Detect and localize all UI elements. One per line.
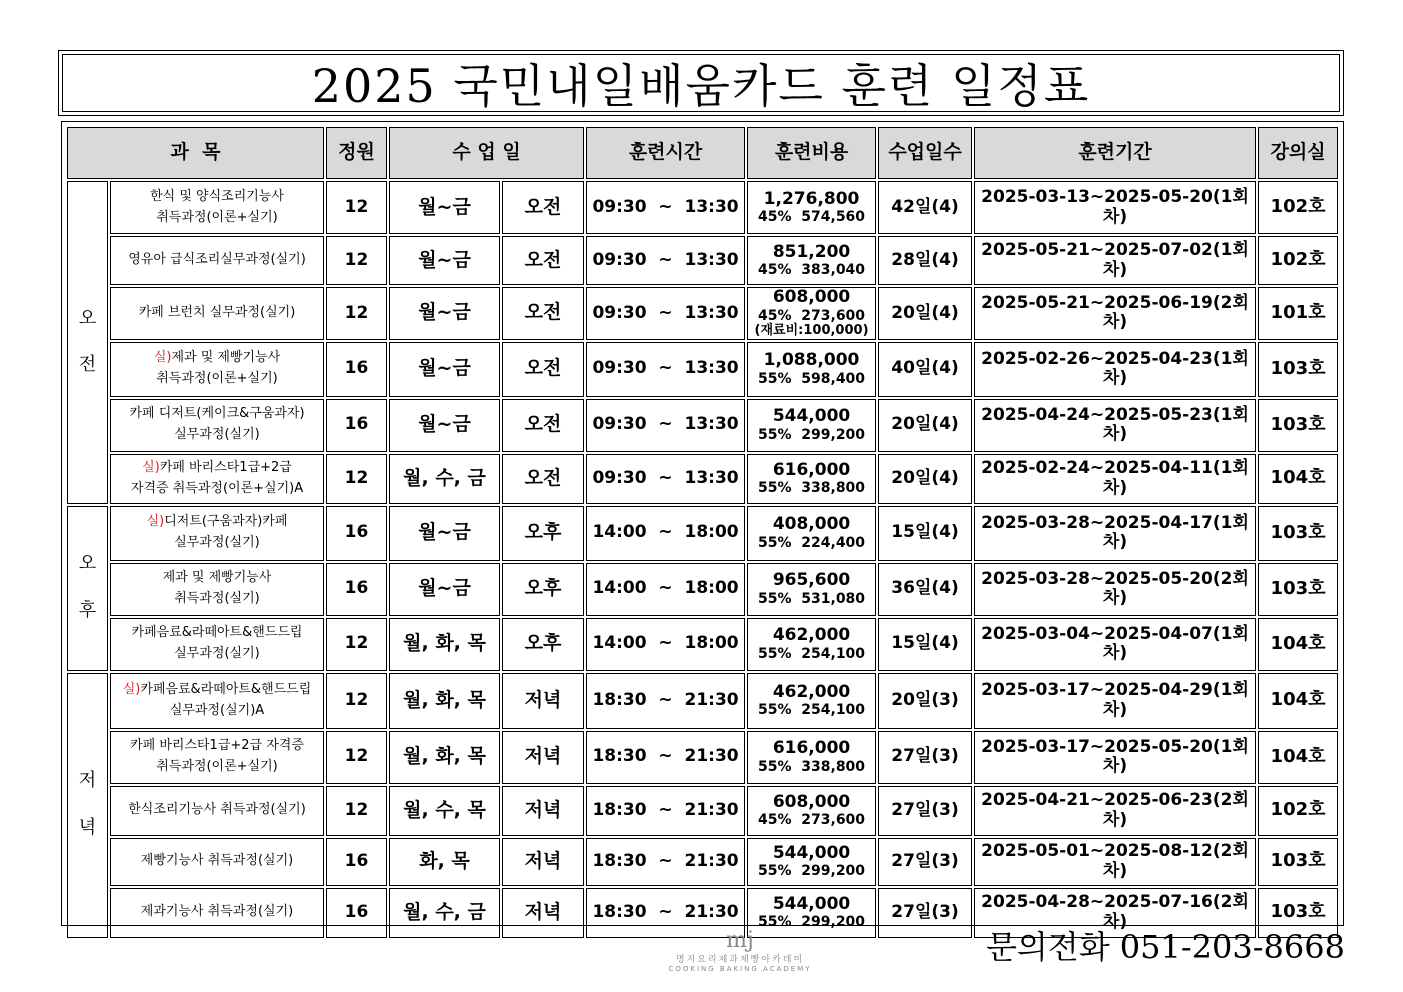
subject-line1 [111, 458, 323, 479]
subject-line1 [111, 680, 323, 701]
fee-cell [747, 342, 876, 397]
time-cell: 09:30 ~ 13:30 [586, 181, 745, 234]
class-day-cell: 월, 수, 금 [389, 454, 500, 504]
capacity-cell: 12 [326, 181, 387, 234]
period-cell: 2025-04-28~2025-07-16(2회차) [974, 888, 1256, 938]
subject-cell [110, 506, 324, 561]
room-cell: 103호 [1258, 506, 1338, 561]
class-day-cell: 월, 화, 목 [389, 731, 500, 784]
table-row [67, 618, 1338, 671]
time-slot-cell: 오전 [502, 342, 584, 397]
fee-amount: 616,000 [772, 459, 851, 480]
session-afternoon [67, 506, 108, 671]
time-cell: 09:30 ~ 13:30 [586, 399, 745, 452]
fee-amount: 544,000 [772, 893, 851, 914]
subject-title: 카페음료&라떼아트&핸드드립 [140, 681, 312, 697]
time-slot-cell: 오후 [502, 563, 584, 616]
room-cell: 101호 [1258, 287, 1338, 340]
contact-phone: 문의전화 051-203-8668 [985, 928, 1345, 966]
period-cell: 2025-03-04~2025-04-07(1회차) [974, 618, 1256, 671]
class-days-cell: 15일(4) [878, 618, 972, 671]
logo-subtitle: COOKING BAKING ACADEMY [668, 965, 812, 973]
header-period: 훈련기간 [974, 127, 1256, 179]
period-cell: 2025-05-21~2025-07-02(1회차) [974, 236, 1256, 285]
fee-cell [747, 731, 876, 784]
subject-line1 [111, 303, 323, 324]
class-day-cell: 월, 수, 목 [389, 786, 500, 836]
class-days-cell: 36일(4) [878, 563, 972, 616]
header-class-day: 수 업 일 [389, 127, 584, 179]
time-cell: 09:30 ~ 13:30 [586, 236, 745, 285]
fee-cell [747, 618, 876, 671]
session-char: 후 [78, 600, 97, 622]
subject-cell [110, 786, 324, 836]
time-slot-cell: 오전 [502, 454, 584, 504]
capacity-cell: 12 [326, 236, 387, 285]
fee-amount: 462,000 [772, 681, 851, 702]
subject-cell [110, 731, 324, 784]
time-slot-cell: 오전 [502, 287, 584, 340]
capacity-cell: 16 [326, 506, 387, 561]
fee-subsidy: 45% 383,040 [758, 262, 866, 279]
class-day-cell: 화, 목 [389, 838, 500, 886]
time-cell: 18:30 ~ 21:30 [586, 838, 745, 886]
fee-subsidy: 55% 299,200 [758, 426, 866, 443]
fee-cell [747, 454, 876, 504]
room-cell: 104호 [1258, 731, 1338, 784]
subject-line1 [111, 512, 323, 533]
fee-amount: 965,600 [772, 570, 851, 591]
class-day-cell: 월~금 [389, 563, 500, 616]
fee-subsidy: 55% 338,800 [758, 480, 866, 497]
time-cell: 09:30 ~ 13:30 [586, 287, 745, 340]
time-slot-cell: 오전 [502, 236, 584, 285]
subject-line2: 취득과정(이론+실기) [156, 209, 278, 225]
fee-material-note: (재료비:100,000) [754, 322, 869, 338]
capacity-cell: 12 [326, 454, 387, 504]
practical-prefix: 실) [153, 350, 172, 366]
header-time: 훈련시간 [586, 127, 745, 179]
fee-cell [747, 236, 876, 285]
class-day-cell: 월~금 [389, 181, 500, 234]
fee-amount: 408,000 [772, 514, 851, 535]
subject-cell [110, 399, 324, 452]
subject-title: 카페 디저트(케이크&구움과자) [129, 406, 305, 422]
fee-subsidy: 55% 254,100 [758, 702, 866, 719]
subject-title: 디저트(구움과자)카페 [164, 514, 288, 530]
subject-line1 [111, 800, 323, 821]
subject-line1 [111, 250, 323, 271]
subject-line1 [111, 568, 323, 589]
logo-mark: mj [726, 928, 754, 953]
schedule-table [65, 125, 1340, 940]
subject-line1 [111, 623, 323, 644]
subject-line1 [111, 187, 323, 208]
session-char: 오 [78, 307, 97, 329]
logo-name: 명지요리제과제빵아카데미 [675, 955, 805, 965]
fee-cell [747, 399, 876, 452]
period-cell: 2025-03-17~2025-05-20(1회차) [974, 731, 1256, 784]
subject-cell [110, 888, 324, 938]
table-row [67, 454, 1338, 504]
session-morning [67, 181, 108, 504]
time-slot-cell: 오후 [502, 618, 584, 671]
fee-cell [747, 563, 876, 616]
period-cell: 2025-04-24~2025-05-23(1회차) [974, 399, 1256, 452]
practical-prefix: 실) [146, 514, 165, 530]
subject-title: 제과기능사 취득과정(실기) [140, 904, 294, 920]
subject-title: 카페 브런치 실무과정(실기) [138, 304, 296, 320]
period-cell: 2025-03-28~2025-04-17(1회차) [974, 506, 1256, 561]
fee-amount: 1,276,800 [763, 188, 860, 209]
class-day-cell: 월, 화, 목 [389, 618, 500, 671]
period-cell: 2025-03-13~2025-05-20(1회차) [974, 181, 1256, 234]
schedule-table-frame [61, 121, 1344, 932]
capacity-cell: 16 [326, 888, 387, 938]
time-slot-cell: 저녁 [502, 673, 584, 729]
class-day-cell: 월~금 [389, 342, 500, 397]
fee-cell [747, 506, 876, 561]
fee-amount: 544,000 [772, 406, 851, 427]
time-slot-cell: 저녁 [502, 786, 584, 836]
time-cell: 14:00 ~ 18:00 [586, 563, 745, 616]
header-subject: 과 목 [67, 127, 324, 179]
fee-subsidy: 45% 574,560 [758, 209, 866, 226]
class-day-cell: 월~금 [389, 236, 500, 285]
capacity-cell: 12 [326, 731, 387, 784]
header-row [67, 127, 1338, 179]
subject-title: 카페음료&라떼아트&핸드드립 [131, 625, 303, 641]
table-row [67, 236, 1338, 285]
room-cell: 104호 [1258, 673, 1338, 729]
subject-line2: 실무과정(실기)A [169, 702, 265, 718]
room-cell: 103호 [1258, 342, 1338, 397]
fee-subsidy: 55% 299,200 [758, 914, 866, 931]
subject-line1 [111, 851, 323, 872]
fee-amount: 608,000 [772, 791, 851, 812]
period-cell: 2025-02-26~2025-04-23(1회차) [974, 342, 1256, 397]
period-cell: 2025-05-01~2025-08-12(2회차) [974, 838, 1256, 886]
fee-subsidy: 55% 338,800 [758, 758, 866, 775]
capacity-cell: 12 [326, 618, 387, 671]
subject-line2: 실무과정(실기) [174, 535, 260, 551]
capacity-cell: 12 [326, 673, 387, 729]
capacity-cell: 16 [326, 838, 387, 886]
class-days-cell: 40일(4) [878, 342, 972, 397]
time-slot-cell: 저녁 [502, 731, 584, 784]
practical-prefix: 실) [142, 459, 160, 475]
period-cell: 2025-05-21~2025-06-19(2회차) [974, 287, 1256, 340]
subject-cell [110, 563, 324, 616]
class-days-cell: 27일(3) [878, 786, 972, 836]
fee-amount: 462,000 [772, 625, 851, 646]
subject-cell [110, 342, 324, 397]
subject-title: 카페 바리스타1급+2급 [159, 459, 292, 475]
table-row [67, 399, 1338, 452]
room-cell: 103호 [1258, 563, 1338, 616]
header-fee: 훈련비용 [747, 127, 876, 179]
subject-line1 [111, 736, 323, 757]
subject-cell [110, 838, 324, 886]
time-slot-cell: 저녁 [502, 838, 584, 886]
table-row [67, 673, 1338, 729]
subject-title: 제빵기능사 취득과정(실기) [140, 853, 294, 869]
subject-line1 [111, 404, 323, 425]
subject-title: 한식 및 양식조리기능사 [150, 188, 284, 204]
fee-cell [747, 838, 876, 886]
session-char: 녁 [78, 817, 97, 839]
time-cell: 18:30 ~ 21:30 [586, 731, 745, 784]
class-days-cell: 15일(4) [878, 506, 972, 561]
table-row [67, 786, 1338, 836]
class-days-cell: 20일(4) [878, 454, 972, 504]
time-cell: 14:00 ~ 18:00 [586, 506, 745, 561]
subject-line2: 자격증 취득과정(이론+실기)A [130, 480, 304, 496]
class-day-cell: 월~금 [389, 399, 500, 452]
period-cell: 2025-02-24~2025-04-11(1회차) [974, 454, 1256, 504]
time-slot-cell: 오전 [502, 399, 584, 452]
fee-cell [747, 673, 876, 729]
capacity-cell: 12 [326, 287, 387, 340]
capacity-cell: 16 [326, 399, 387, 452]
class-day-cell: 월~금 [389, 506, 500, 561]
subject-cell [110, 673, 324, 729]
table-row [67, 287, 1338, 340]
period-cell: 2025-04-21~2025-06-23(2회차) [974, 786, 1256, 836]
fee-subsidy: 55% 254,100 [758, 645, 866, 662]
room-cell: 103호 [1258, 888, 1338, 938]
header-room: 강의실 [1258, 127, 1338, 179]
subject-title: 한식조리기능사 취득과정(실기) [128, 802, 306, 818]
table-row [67, 563, 1338, 616]
session-evening [67, 673, 108, 938]
period-cell: 2025-03-17~2025-04-29(1회차) [974, 673, 1256, 729]
class-days-cell: 20일(4) [878, 399, 972, 452]
fee-subsidy: 55% 299,200 [758, 863, 866, 880]
room-cell: 102호 [1258, 236, 1338, 285]
page-title: 2025 국민내일배움카드 훈련 일정표 [62, 54, 1340, 112]
subject-line2: 취득과정(이론+실기) [156, 759, 278, 775]
fee-amount: 544,000 [772, 842, 851, 863]
class-days-cell: 42일(4) [878, 181, 972, 234]
time-cell: 18:30 ~ 21:30 [586, 888, 745, 938]
room-cell: 103호 [1258, 838, 1338, 886]
time-slot-cell: 오후 [502, 506, 584, 561]
table-row [67, 181, 1338, 234]
subject-title: 카페 바리스타1급+2급 자격증 [130, 738, 304, 754]
subject-title: 제과 및 제빵기능사 [162, 570, 272, 586]
class-day-cell: 월~금 [389, 287, 500, 340]
session-char: 저 [78, 770, 97, 792]
fee-subsidy: 55% 598,400 [758, 370, 866, 387]
room-cell: 104호 [1258, 454, 1338, 504]
subject-title: 영유아 급식조리실무과정(실기) [128, 252, 306, 268]
fee-cell [747, 181, 876, 234]
table-row [67, 506, 1338, 561]
table-row [67, 342, 1338, 397]
time-cell: 09:30 ~ 13:30 [586, 454, 745, 504]
session-char: 오 [78, 553, 97, 575]
time-slot-cell: 저녁 [502, 888, 584, 938]
subject-cell [110, 236, 324, 285]
capacity-cell: 16 [326, 342, 387, 397]
capacity-cell: 16 [326, 563, 387, 616]
academy-logo [650, 930, 830, 973]
class-day-cell: 월, 화, 목 [389, 673, 500, 729]
fee-amount: 616,000 [772, 738, 851, 759]
time-cell: 09:30 ~ 13:30 [586, 342, 745, 397]
session-char: 전 [78, 354, 97, 376]
class-day-cell: 월, 수, 금 [389, 888, 500, 938]
room-cell: 104호 [1258, 618, 1338, 671]
class-days-cell: 28일(4) [878, 236, 972, 285]
subject-cell [110, 181, 324, 234]
room-cell: 103호 [1258, 399, 1338, 452]
class-days-cell: 27일(3) [878, 731, 972, 784]
class-days-cell: 20일(4) [878, 287, 972, 340]
period-cell: 2025-03-28~2025-05-20(2회차) [974, 563, 1256, 616]
time-cell: 18:30 ~ 21:30 [586, 673, 745, 729]
fee-amount: 1,088,000 [763, 350, 860, 371]
fee-cell [747, 786, 876, 836]
subject-cell [110, 287, 324, 340]
room-cell: 102호 [1258, 181, 1338, 234]
subject-line2: 취득과정(이론+실기) [156, 371, 278, 387]
practical-prefix: 실) [122, 681, 141, 697]
time-slot-cell: 오전 [502, 181, 584, 234]
subject-cell [110, 618, 324, 671]
time-cell: 18:30 ~ 21:30 [586, 786, 745, 836]
fee-amount: 608,000 [772, 287, 851, 307]
subject-line2: 실무과정(실기) [174, 427, 260, 443]
class-days-cell: 20일(3) [878, 673, 972, 729]
subject-line1 [111, 902, 323, 923]
title-frame [58, 50, 1344, 116]
room-cell: 102호 [1258, 786, 1338, 836]
fee-amount: 851,200 [772, 241, 851, 262]
class-days-cell: 27일(3) [878, 838, 972, 886]
subject-line1 [111, 348, 323, 369]
fee-subsidy: 55% 531,080 [758, 590, 866, 607]
subject-line2: 실무과정(실기) [174, 646, 260, 662]
schedule-body [67, 181, 1338, 938]
header-days: 수업일수 [878, 127, 972, 179]
header-capacity: 정원 [326, 127, 387, 179]
subject-line2: 취득과정(실기) [174, 591, 260, 607]
fee-subsidy: 45% 273,600 [758, 307, 866, 324]
class-days-cell: 27일(3) [878, 888, 972, 938]
table-row [67, 838, 1338, 886]
subject-title: 제과 및 제빵기능사 [171, 350, 281, 366]
capacity-cell: 12 [326, 786, 387, 836]
fee-subsidy: 45% 273,600 [758, 812, 866, 829]
subject-cell [110, 454, 324, 504]
table-row [67, 731, 1338, 784]
fee-cell [747, 287, 876, 340]
fee-subsidy: 55% 224,400 [758, 534, 866, 551]
time-cell: 14:00 ~ 18:00 [586, 618, 745, 671]
